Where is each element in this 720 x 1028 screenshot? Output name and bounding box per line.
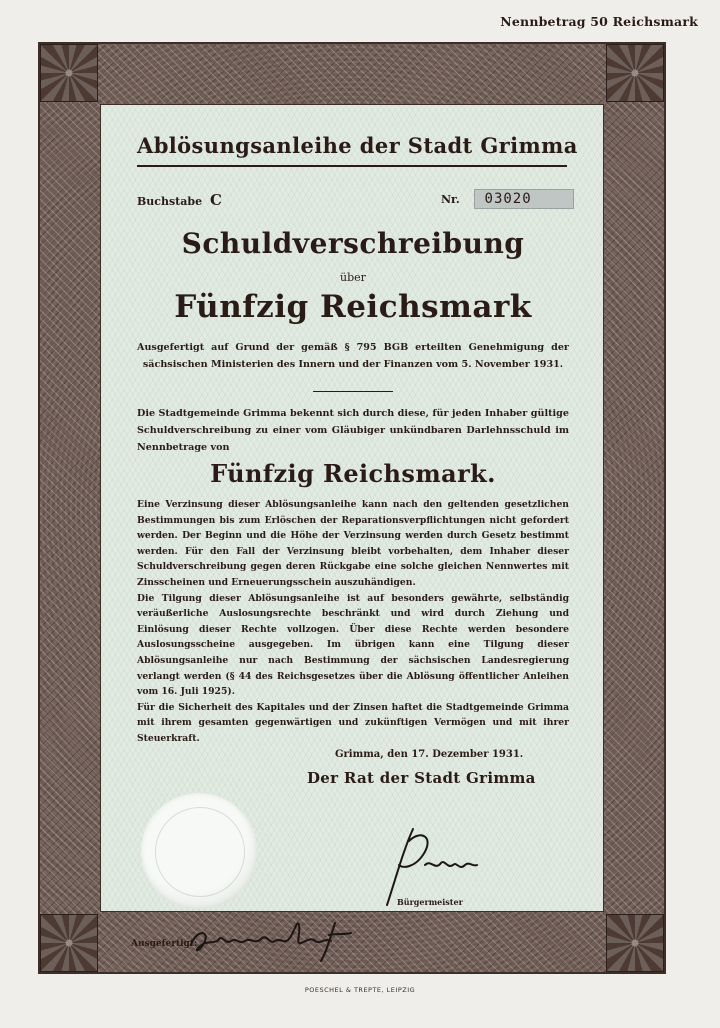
section-divider: [313, 391, 393, 392]
serial-number: 03020: [474, 189, 574, 209]
nominal-value-header: Nennbetrag 50 Reichsmark: [500, 14, 698, 29]
terms-block: [137, 497, 569, 747]
amount-heading: Fünfzig Reichsmark: [174, 289, 532, 325]
amount-repeat: Fünfzig Reichsmark.: [210, 459, 496, 488]
document-type-heading: Schuldverschreibung: [181, 227, 525, 260]
printer-imprint: POESCHEL & TREPTE, LEIPZIG: [304, 986, 416, 994]
corner-ornament-top-left: [40, 44, 98, 102]
guilloche-border-frame: [38, 42, 666, 974]
place-date: Grimma, den 17. Dezember 1931.: [335, 749, 524, 760]
certificate-panel: [100, 104, 604, 949]
issued-label: Ausgefertigt:: [131, 939, 198, 949]
loan-title: Ablösungsanleihe der Stadt Grimma: [137, 133, 578, 158]
corner-ornament-top-right: [606, 44, 664, 102]
embossed-seal: [141, 793, 257, 909]
terms-paragraph-security: Für die Sicherheit des Kapitales und der Zinsen haftet die Stadtgemeinde Grimma mit ihrem gesamten gegenwärtigen und zukünftigen Vermögen und mit ihrer Steuerkraft.: [137, 701, 569, 744]
over-word: über: [340, 271, 366, 284]
corner-ornament-bottom-left: [40, 914, 98, 972]
terms-paragraph-redemption: Die Tilgung dieser Ablösungsanleihe ist auf besonders gewährte, selbständig veräußerliche Auslosungsrechte beschränkt und wird durch Ziehung und Einlösung dieser Rechte vollzogen. Über diese Rechte werden besondere Auslosungsscheine ausgegeben. Im übrigen kann eine Tilgung dieser Ablösungsanleihe nur nach Bestimmung der sächsischen Landesregierung verlangt werden (§ 44 des Reichsgesetzes über die Ablösung öffentlicher Anleihen vom 16. Juli 1925).: [137, 592, 569, 698]
number-row: [441, 189, 574, 209]
seal-ring: [155, 807, 245, 897]
letter-row: [137, 191, 222, 209]
terms-paragraph-interest: Eine Verzinsung dieser Ablösungsanleihe kann nach den geltenden gesetzlichen Bestimmungen bis zum Erlöschen der Reparationsverpflichtungen nicht gefordert werden. Der Beginn und die Höhe der Verzinsung werden durch Gesetz bestimmt werden. Für den Fall der Verzinsung bleibt vorbehalten, dem Inhaber dieser Schuldverschreibung gegen deren Rückgabe eine solche gleichen Nennwertes mit Zinsscheinen und Erneuerungsschein auszuhändigen.: [137, 499, 569, 588]
number-label: Nr.: [441, 193, 460, 206]
letter-label: Buchstabe: [137, 195, 203, 208]
title-underline: [137, 165, 567, 167]
corner-ornament-bottom-right: [606, 914, 664, 972]
mayor-title: Bürgermeister: [397, 897, 463, 907]
issuer-signature: [185, 911, 375, 963]
authorization-text: Ausgefertigt auf Grund der gemäß § 795 BGB erteilten Genehmigung der sächsischen Ministerien des Innern und der Finanzen vom 5. November 1931.: [137, 342, 569, 370]
issuer-council: Der Rat der Stadt Grimma: [307, 769, 536, 787]
letter-value: C: [209, 191, 222, 209]
declaration-text: Die Stadtgemeinde Grimma bekennt sich durch diese, für jeden Inhaber gültige Schuldverschreibung zu einer vom Gläubiger unkündbaren Darlehnsschuld im Nennbetrage von: [137, 408, 569, 453]
